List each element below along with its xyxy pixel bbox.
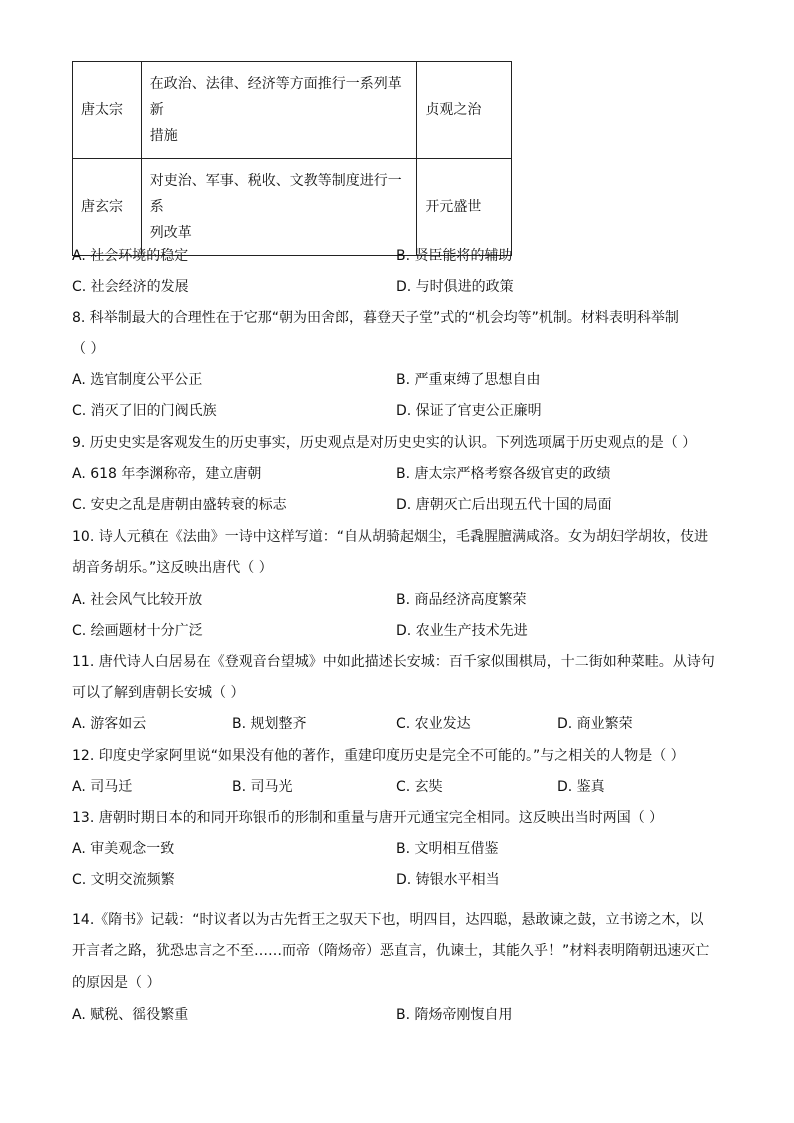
q8-option-b: B. 严重束缚了思想自由 <box>396 372 541 388</box>
q8-stem-line: （ ） <box>72 341 105 357</box>
comparison-table <box>72 61 512 256</box>
q7-option-b: B. 贤臣能将的辅助 <box>396 248 513 264</box>
q11-option-a: A. 游客如云 <box>72 716 147 732</box>
measures-line: 在政治、法律、经济等方面推行一系列革新 <box>149 76 402 118</box>
q14-stem-line: 开言者之路，犹恐忠言之不至……而帝（隋炀帝）恶直言，仇谏士，其能久乎！”材料表明隋朝迅速灭亡 <box>72 943 710 959</box>
q11-option-c: C. 农业发达 <box>396 716 471 732</box>
q13-stem-line: 13. 唐朝时期日本的和同开珎银币的形制和重量与唐开元通宝完全相同。这反映出当时两国（ ） <box>72 810 664 826</box>
q8-option-a: A. 选官制度公平公正 <box>72 372 203 388</box>
q12-stem-line: 12. 印度史学家阿里说“如果没有他的著作，重建印度历史是完全不可能的。”与之相关的人物是（ ） <box>72 748 685 764</box>
q14-stem-line: 14.《隋书》记载：“时议者以为古先哲王之驭天下也，明四目，达四聪，悬敢谏之鼓，立书谤之木，以 <box>72 912 704 928</box>
result-cell: 贞观之治 <box>417 62 512 159</box>
result-cell: 开元盛世 <box>417 159 512 256</box>
table-row <box>73 159 512 256</box>
q9-option-a: A. 618 年李渊称帝，建立唐朝 <box>72 466 262 482</box>
q11-option-b: B. 规划整齐 <box>232 716 307 732</box>
q11-option-d: D. 商业繁荣 <box>557 716 633 732</box>
q9-option-d: D. 唐朝灭亡后出现五代十国的局面 <box>396 497 612 513</box>
measures-line: 措施 <box>149 128 178 144</box>
q8-option-d: D. 保证了官吏公正廉明 <box>396 403 542 419</box>
q12-option-a: A. 司马迁 <box>72 779 133 795</box>
q8-stem-line: 8. 科举制最大的合理性在于它那“朝为田舍郎，暮登天子堂”式的“机会均等”机制。材料表明科举制 <box>72 310 679 326</box>
q10-option-a: A. 社会风气比较开放 <box>72 592 203 608</box>
q9-option-c: C. 安史之乱是唐朝由盛转衰的标志 <box>72 497 287 513</box>
q14-stem-line: 的原因是（ ） <box>72 975 161 991</box>
emperor-cell: 唐玄宗 <box>73 159 142 256</box>
q11-stem-line: 11. 唐代诗人白居易在《登观音台望城》中如此描述长安城：百千家似围棋局，十二街如种菜畦。从诗句 <box>72 654 715 670</box>
q7-option-d: D. 与时俱进的政策 <box>396 279 514 295</box>
q9-stem-line: 9. 历史史实是客观发生的历史事实，历史观点是对历史史实的认识。下列选项属于历史观点的是（ ） <box>72 435 697 451</box>
q12-option-d: D. 鉴真 <box>557 779 605 795</box>
q8-option-c: C. 消灭了旧的门阀氏族 <box>72 403 217 419</box>
table-row <box>73 62 512 159</box>
q13-option-a: A. 审美观念一致 <box>72 841 175 857</box>
q10-option-d: D. 农业生产技术先进 <box>396 623 528 639</box>
q10-stem-line: 胡音务胡乐。”这反映出唐代（ ） <box>72 560 273 576</box>
q14-option-a: A. 赋税、徭役繁重 <box>72 1007 189 1023</box>
measures-line: 对吏治、军事、税收、文教等制度进行一系 <box>149 173 402 215</box>
q11-stem-line: 可以了解到唐朝长安城（ ） <box>72 685 245 701</box>
q13-option-d: D. 铸银水平相当 <box>396 872 500 888</box>
q7-option-a: A. 社会环境的稳定 <box>72 248 189 264</box>
q12-option-c: C. 玄奘 <box>396 779 443 795</box>
measures-cell <box>141 159 417 256</box>
emperor-cell: 唐太宗 <box>73 62 142 159</box>
measures-line: 列改革 <box>149 225 192 241</box>
q9-option-b: B. 唐太宗严格考察各级官吏的政绩 <box>396 466 611 482</box>
q10-stem-line: 10. 诗人元稹在《法曲》一诗中这样写道：“自从胡骑起烟尘，毛毳腥膻满咸洛。女为胡妇学胡妆，伎进 <box>72 529 708 545</box>
q13-option-c: C. 文明交流频繁 <box>72 872 175 888</box>
q7-option-c: C. 社会经济的发展 <box>72 279 189 295</box>
q10-option-b: B. 商品经济高度繁荣 <box>396 592 527 608</box>
q14-option-b: B. 隋炀帝刚愎自用 <box>396 1007 513 1023</box>
measures-cell <box>141 62 417 159</box>
q12-option-b: B. 司马光 <box>232 779 293 795</box>
q10-option-c: C. 绘画题材十分广泛 <box>72 623 203 639</box>
q13-option-b: B. 文明相互借鉴 <box>396 841 499 857</box>
